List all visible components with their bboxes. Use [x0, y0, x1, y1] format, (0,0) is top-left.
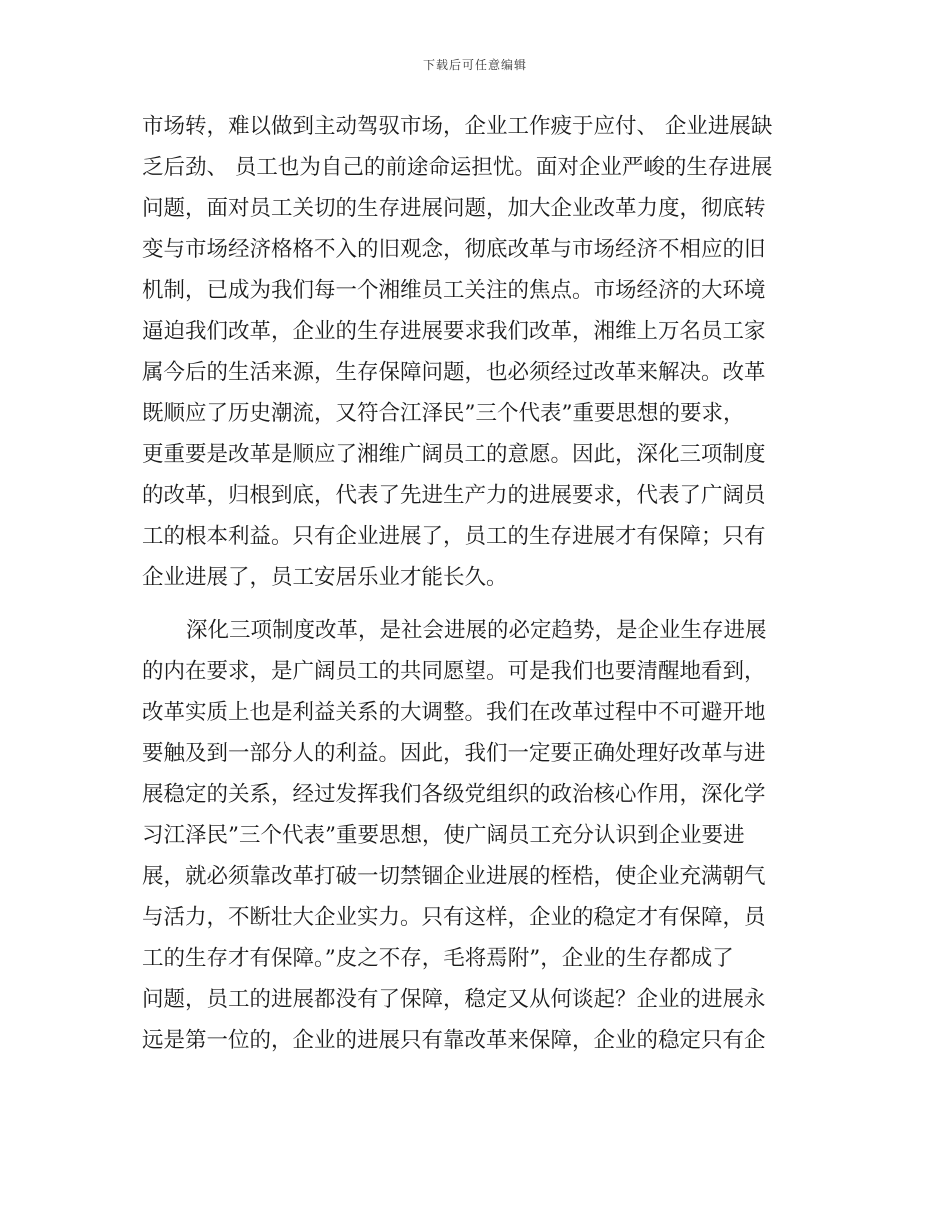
text-line: 改革实质上也是利益关系的大调整。我们在改革过程中不可避开地	[142, 700, 766, 725]
text-line: 变与市场经济格格不入的旧观念，彻底改革与市场经济不相应的旧	[142, 237, 766, 262]
text-line: 既顺应了历史潮流，又符合江泽民”三个代表”重要思想的要求，	[142, 401, 745, 426]
text-line: 乏后劲、 员工也为自己的前途命运担忧。面对企业严峻的生存进展	[142, 155, 773, 180]
paragraph-spacer	[142, 598, 810, 610]
paragraph-2	[142, 610, 810, 1061]
text-line: 习江泽民”三个代表”重要思想，使广阔员工充分认识到企业要进	[142, 823, 745, 848]
text-line: 工的生存才有保障。”皮之不存，毛将焉附”，企业的生存都成了	[142, 946, 734, 971]
text-line: 属今后的生活来源，生存保障问题，也必须经过改革来解决。改革	[142, 360, 766, 385]
text-line: 要触及到一部分人的利益。因此，我们一定要正确处理好改革与进	[142, 741, 766, 766]
text-line: 市场转，难以做到主动驾驭市场，企业工作疲于应付、 企业进展缺	[142, 114, 773, 139]
document-body	[142, 106, 810, 1061]
paragraph-1	[142, 106, 810, 598]
text-line: 的改革，归根到底，代表了先进生产力的进展要求，代表了广阔员	[142, 483, 766, 508]
text-line: 问题，员工的进展都没有了保障，稳定又从何谈起？企业的进展永	[142, 987, 766, 1012]
text-line: 的内在要求，是广阔员工的共同愿望。可是我们也要清醒地看到，	[142, 659, 766, 684]
text-line: 问题，面对员工关切的生存进展问题，加大企业改革力度，彻底转	[142, 196, 766, 221]
text-line: 远是第一位的，企业的进展只有靠改革来保障，企业的稳定只有企	[142, 1028, 766, 1053]
text-line: 展，就必须靠改革打破一切禁锢企业进展的桎梏，使企业充满朝气	[142, 864, 766, 889]
page-header: 下载后可任意编辑	[422, 58, 527, 72]
text-line: 机制，已成为我们每一个湘维员工关注的焦点。市场经济的大环境	[142, 278, 766, 303]
text-line-indented: 深化三项制度改革，是社会进展的必定趋势，是企业生存进展	[186, 618, 767, 643]
text-line: 与活力，不断壮大企业实力。只有这样，企业的稳定才有保障，员	[142, 905, 766, 930]
text-line: 工的根本利益。只有企业进展了，员工的生存进展才有保障；只有	[142, 524, 766, 549]
text-line: 逼迫我们改革，企业的生存进展要求我们改革，湘维上万名员工家	[142, 319, 766, 344]
text-line: 企业进展了，员工安居乐业才能长久。	[142, 565, 508, 590]
text-line: 展稳定的关系，经过发挥我们各级党组织的政治核心作用，深化学	[142, 782, 766, 807]
text-line: 更重要是改革是顺应了湘维广阔员工的意愿。因此，深化三项制度	[142, 442, 766, 467]
